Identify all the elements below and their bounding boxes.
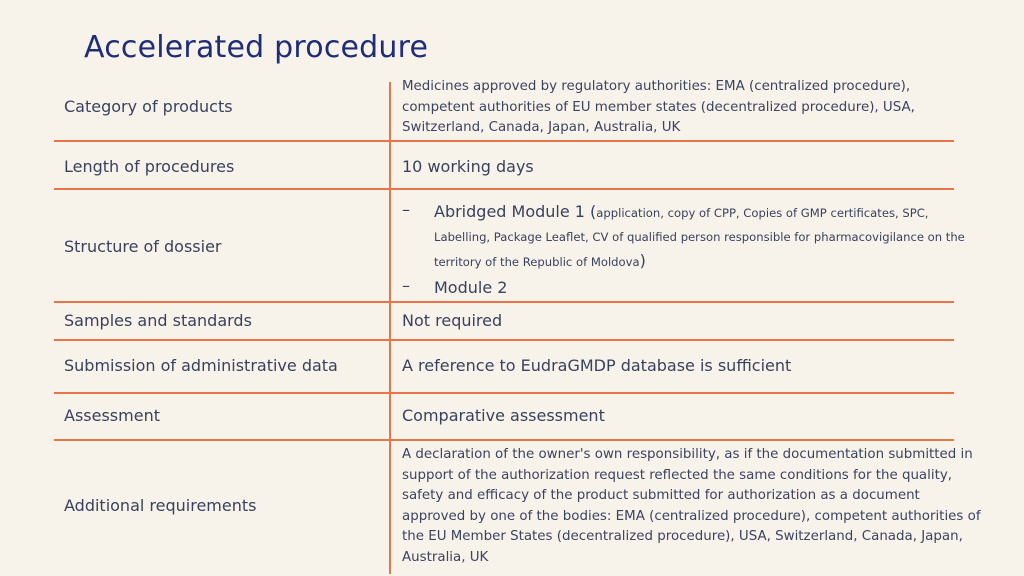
- row-divider: [54, 439, 954, 441]
- bullet-detail-b: Labelling, Package Leaflet, CV of qualified person responsible for pharmacovigilance on the: [434, 230, 965, 244]
- dossier-bullet-list: [402, 200, 992, 300]
- row-label-submission: Submission of administrative data: [64, 356, 338, 375]
- column-divider: [389, 82, 391, 574]
- bullet-item-module-2: [402, 276, 992, 300]
- row-label-category: Category of products: [64, 97, 233, 116]
- bullet-dash: –: [402, 276, 410, 295]
- row-label-samples: Samples and standards: [64, 311, 252, 330]
- row-value-category: Medicines approved by regulatory authorities: EMA (centralized procedure), competent authorities of EU member states (decentralized procedure), USA, Switzerland, Canada, Japan, Australia, UK: [402, 79, 915, 135]
- bullet-detail-c: territory of the Republic of Moldova: [434, 255, 640, 269]
- row-label-length: Length of procedures: [64, 157, 235, 176]
- row-value-length: 10 working days: [402, 157, 534, 176]
- bullet-close: ): [639, 251, 646, 270]
- page-title: Accelerated procedure: [84, 30, 429, 65]
- row-divider: [54, 140, 954, 142]
- bullet-detail-a: application, copy of CPP, Copies of GMP certificates, SPC,: [596, 206, 929, 220]
- row-label-assessment: Assessment: [64, 406, 160, 425]
- row-value-submission: A reference to EudraGMDP database is sufficient: [402, 356, 792, 375]
- row-divider: [54, 188, 954, 190]
- row-value-samples: Not required: [402, 311, 503, 330]
- bullet-dash: –: [402, 200, 410, 219]
- row-value-additional: A declaration of the owner's own responsibility, as if the documentation submitted in support of the authorization request reflected the same conditions for the quality, safety and efficacy of the product submitted for authorization as a document approved by one of the bodies: EMA (centralized procedure), competent authorities of the EU Member States (decentralized procedure), USA, Switzerland, Canada, Japan, Australia, UK: [402, 447, 981, 565]
- bullet-item-module-1: [402, 200, 992, 274]
- row-label-structure: Structure of dossier: [64, 237, 222, 256]
- row-divider: [54, 392, 954, 394]
- row-value-assessment: Comparative assessment: [402, 406, 605, 425]
- row-divider: [54, 301, 954, 303]
- row-divider: [54, 339, 954, 341]
- row-label-additional: Additional requirements: [64, 496, 257, 515]
- bullet-text: [434, 200, 992, 274]
- bullet-main: Abridged Module 1 (: [434, 202, 597, 221]
- bullet-main: Module 2: [434, 278, 508, 297]
